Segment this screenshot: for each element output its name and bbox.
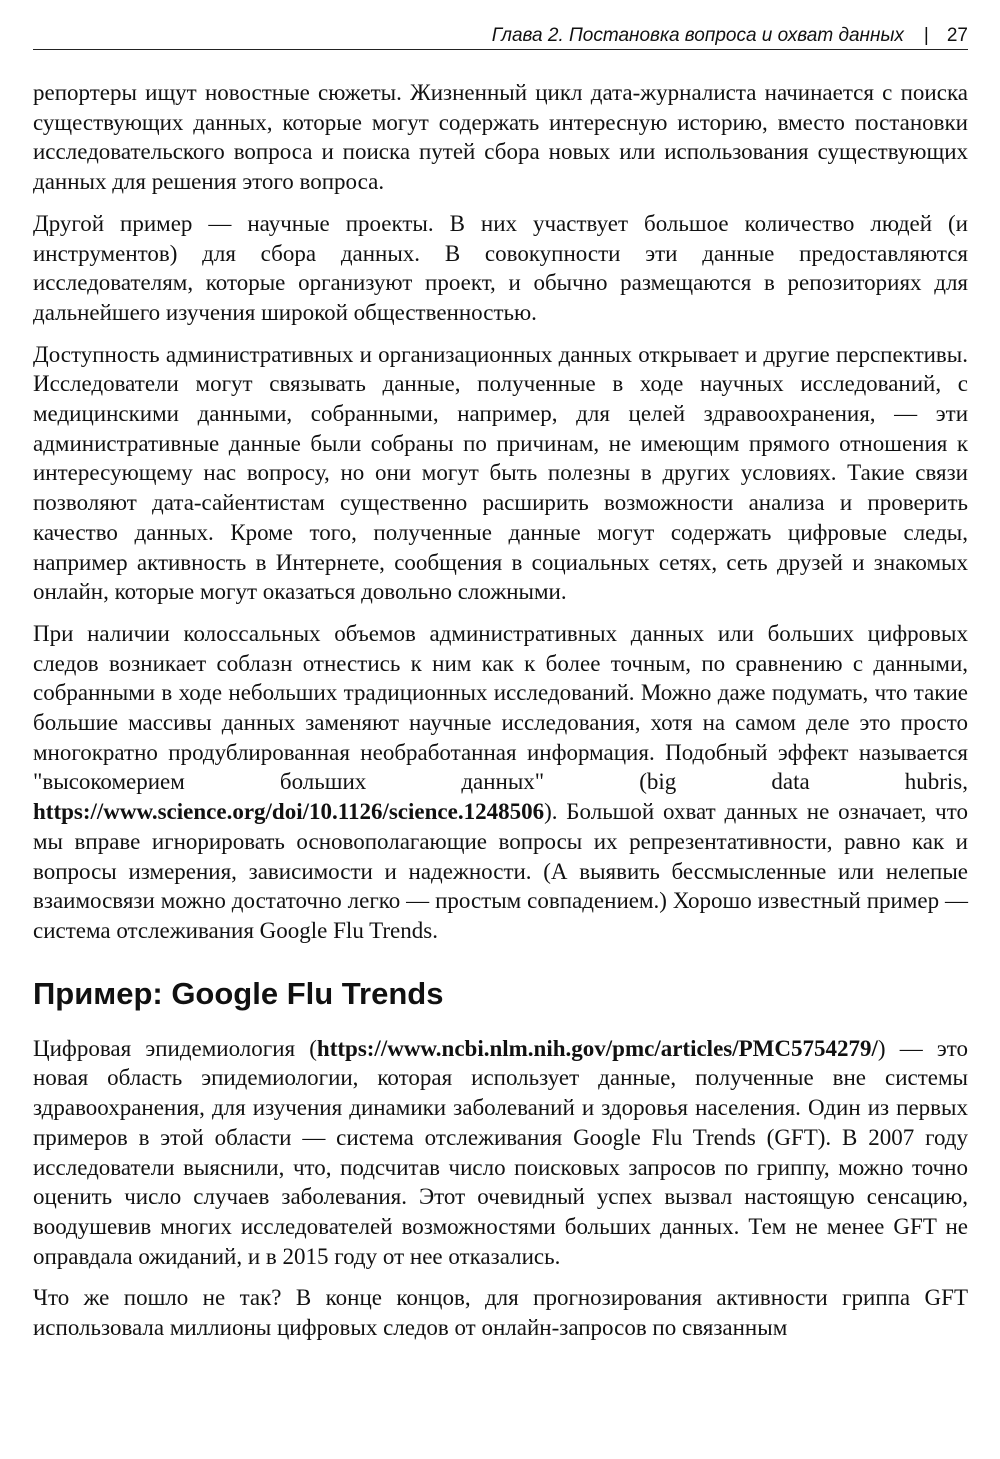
section-title: Пример: Google Flu Trends: [33, 975, 444, 1011]
header-separator: |: [923, 25, 929, 46]
paragraph-digital-epidemiology: [33, 1034, 968, 1272]
paragraph-big-data-hubris: [33, 619, 968, 946]
ncbi-link[interactable]: https://www.ncbi.nlm.nih.gov/pmc/articles/PMC5754279/: [316, 1035, 878, 1061]
paragraph-text-after-link: ) — это новая область эпидемиологии, которая использует данные, полученные вне системы здравоохранения, для изучения динамики заболеваний и здоровья населения. Один из первых примеров в этой области — система отслеживания Google Flu Trends (GFT). В 2007 году исследователи выяснили, что, подсчитав число поисковых запросов по гриппу, можно точно оценить число случаев заболевания. Этот очевидный успех вызвал настоящую сенсацию, воодушевив многих исследователей возможностями больших данных. Тем не менее GFT не оправдала ожиданий, и в 2015 году от нее отказались.: [33, 1035, 968, 1269]
paragraph-text-before-link: При наличии колоссальных объемов административных данных или больших цифровых следов возникает соблазн отнестись к ним как к более точным, по сравнению с данными, собранными в ходе небольших традиционных исследований. Можно даже подумать, что такие большие массивы данных заменяют научные исследования, хотя на самом деле это просто многократно продублированная необработанная информация. Подобный эффект называется "высокомерием больших данных" (big data hubris,: [33, 620, 968, 795]
paragraph-text-before-link: Цифровая эпидемиология (: [33, 1035, 317, 1061]
paragraph-text-after-link: ). Большой охват данных не означает, что мы вправе игнорировать основополагающие вопросы их репрезентативности, равно как и вопросы измерения, зависимости и надежности. (А выявить бессмысленные или нелепые взаимосвязи можно достаточно легко — простым совпадением.) Хорошо известный пример — система отслеживания Google Flu Trends.: [33, 799, 968, 943]
science-link[interactable]: https://www.science.org/doi/10.1126/science.1248506: [33, 799, 545, 825]
running-header: [33, 22, 968, 50]
paragraph-what-went-wrong: Что же пошло не так? В конце концов, для прогнозирования активности гриппа GFT использовала миллионы цифровых следов от онлайн-запросов по связанным: [33, 1285, 968, 1341]
paragraph-data-journalism: репортеры ищут новостные сюжеты. Жизненный цикл дата-журналиста начинается с поиска существующих данных, которые могут содержать интересную историю, вместо постановки исследовательского вопроса и поиска путей сбора новых или использования существующих данных для решения этого вопроса.: [33, 80, 968, 195]
page-number: 27: [946, 25, 968, 46]
page-body: [33, 78, 968, 1355]
chapter-title: Глава 2. Постановка вопроса и охват данных: [491, 25, 904, 46]
paragraph-citizen-science: Другой пример — научные проекты. В них участвует большое количество людей (и инструментов) для сбора данных. В совокупности эти данные предоставляются исследователям, которые организуют проект, и обычно размещаются в репозиториях для дальнейшего изучения широкой общественностью.: [33, 210, 968, 325]
paragraph-administrative-data: Доступность административных и организационных данных открывает и другие перспективы. Исследователи могут связывать данные, полученные в ходе научных исследований, с медицинскими данными, собранными, например, для целей здравоохранения, — эти административные данные были собраны по причинам, не имеющим прямого отношения к интересующему нас вопросу, но они могут быть полезны в других условиях. Такие связи позволяют дата-сайентистам существенно расширить возможности анализа и проверить качество данных. Кроме того, полученные данные могут содержать цифровые следы, например активность в Интернете, сообщения в социальных сетях, сеть друзей и знакомых онлайн, которые могут оказаться довольно сложными.: [33, 341, 968, 605]
header-rule: [33, 49, 968, 50]
